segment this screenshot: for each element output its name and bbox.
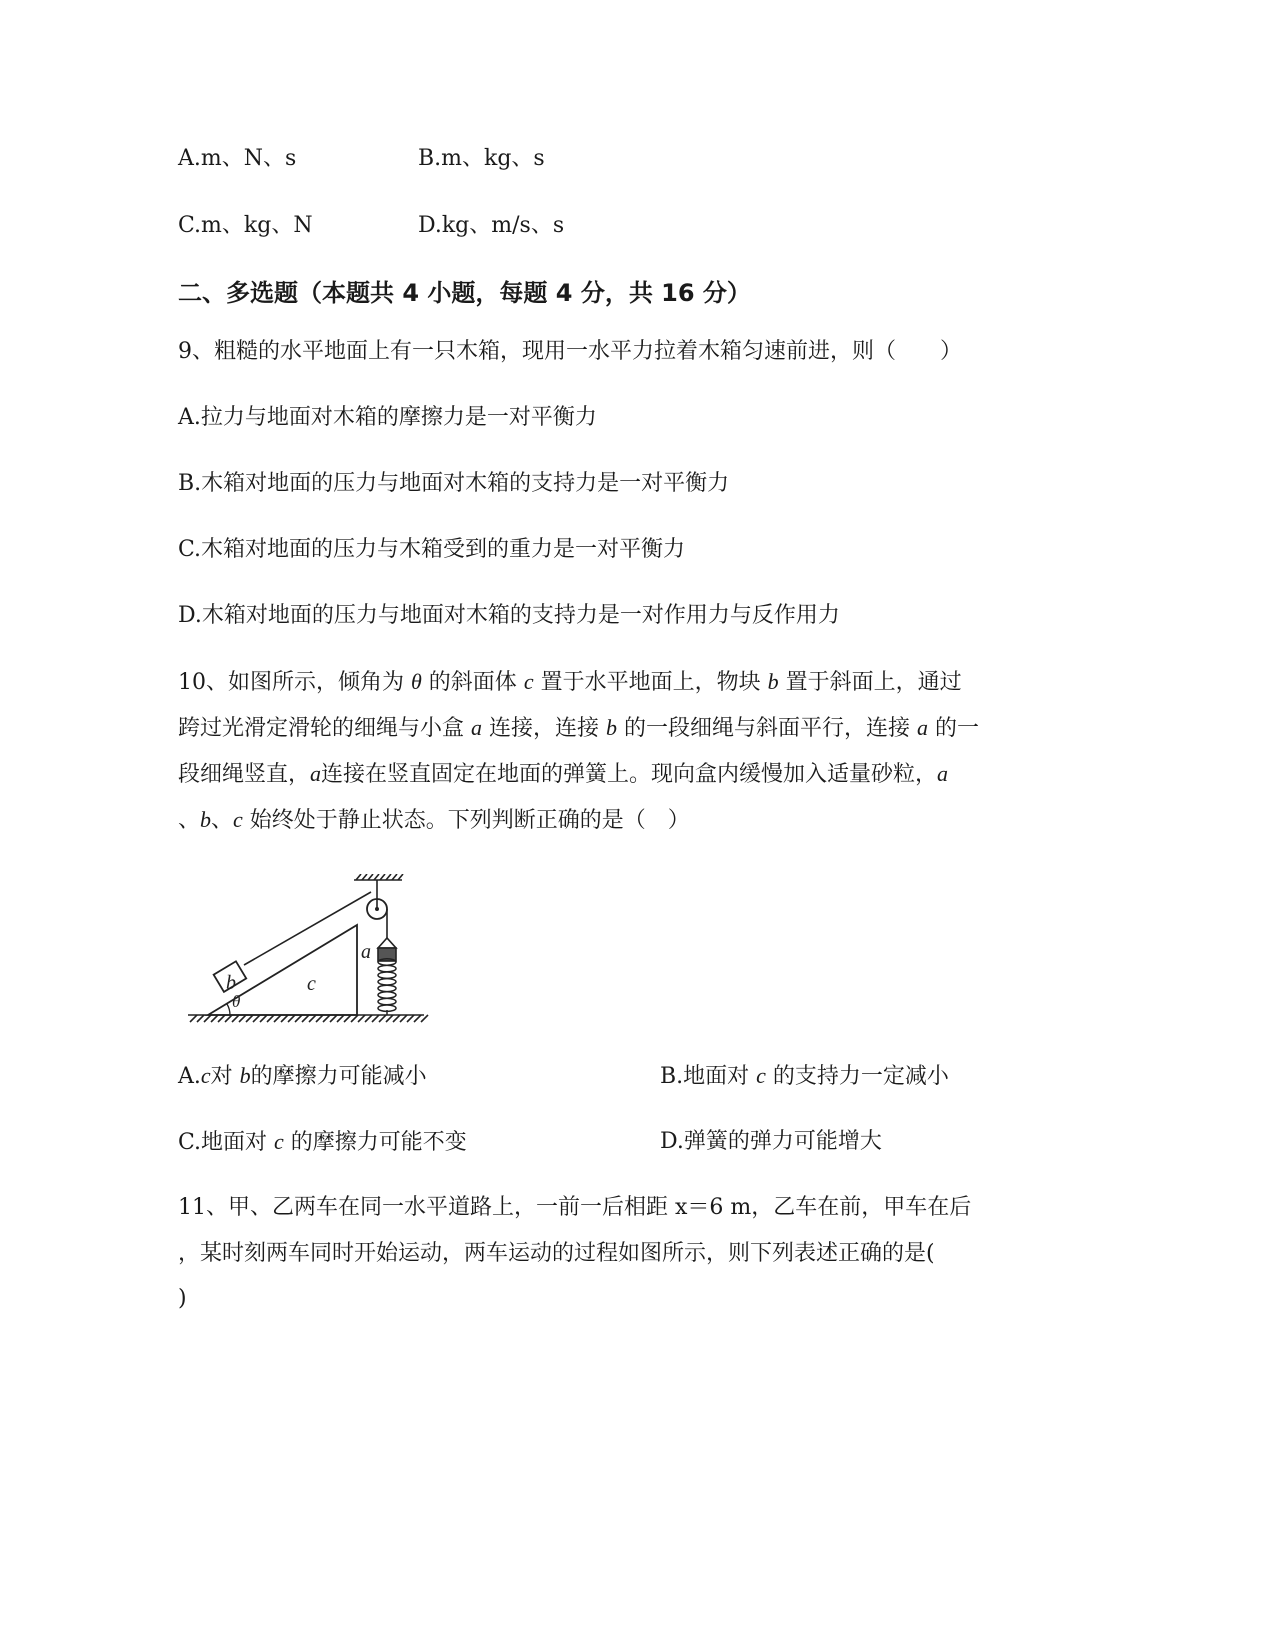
q10-text: 的斜面体 [421, 670, 524, 695]
q10-stem-line-4 [178, 805, 690, 836]
q10-text: 、 [178, 808, 201, 833]
q10-option-text: 的支持力一定减小 [765, 1064, 949, 1089]
q10-stem-line-2 [178, 713, 979, 744]
q10-option-b [660, 1061, 949, 1092]
q10-text: 的一 [928, 716, 979, 741]
q9-option-b: B.木箱对地面的压力与地面对木箱的支持力是一对平衡力 [178, 471, 730, 496]
q10-option-text: B.地面对 [660, 1064, 757, 1089]
label-a: a [361, 941, 371, 963]
ceiling-mount [354, 874, 403, 880]
q10-option-c [178, 1127, 467, 1158]
var-theta: θ [411, 669, 422, 694]
q10-stem-line-3 [178, 759, 948, 790]
ground [188, 1015, 428, 1022]
q8-option-a: A.m、N、s [178, 146, 297, 171]
section-heading: 二、多选题（本题共 4 小题，每题 4 分，共 16 分） [178, 279, 751, 307]
q10-text: 始终处于静止状态。下列判断正确的是（ ） [242, 808, 690, 833]
q9-option-d: D.木箱对地面的压力与地面对木箱的支持力是一对作用力与反作用力 [178, 603, 840, 628]
q10-text: 的一段细绳与斜面平行，连接 [617, 716, 917, 741]
q10-option-text: A. [178, 1064, 201, 1089]
var-a: a [471, 715, 482, 740]
var-c: c [200, 1063, 211, 1088]
q9-option-c: C.木箱对地面的压力与木箱受到的重力是一对平衡力 [178, 537, 686, 562]
var-b: b [239, 1063, 251, 1088]
q10-stem-line-1 [178, 667, 962, 698]
var-c: c [274, 1129, 284, 1154]
label-b: b [226, 972, 236, 994]
q9-option-a: A.拉力与地面对木箱的摩擦力是一对平衡力 [178, 405, 597, 430]
q9-stem: 9、粗糙的水平地面上有一只木箱，现用一水平力拉着木箱匀速前进，则（ ） [178, 339, 962, 364]
angle-arc [227, 1004, 230, 1015]
var-b: b [606, 715, 617, 740]
q10-text: 段细绳竖直， [178, 762, 311, 787]
q10-text: 连接在竖直固定在地面的弹簧上。现向盒内缓慢加入适量砂粒， [321, 762, 938, 787]
var-b: b [767, 669, 779, 694]
var-c: c [523, 669, 534, 694]
q10-text: 、 [211, 808, 234, 833]
q10-text: 置于斜面上，通过 [778, 670, 962, 695]
var-b: b [200, 807, 212, 832]
q10-option-text: 对 [210, 1064, 240, 1089]
spring [378, 959, 396, 1015]
var-a: a [310, 761, 322, 786]
incline-pulley-figure [188, 874, 438, 1030]
q10-text: 置于水平地面上，物块 [533, 670, 768, 695]
var-c: c [756, 1063, 766, 1088]
label-c: c [307, 973, 316, 995]
label-theta: θ [232, 992, 241, 1011]
q11-stem-line-3: ) [178, 1286, 187, 1311]
q10-text: 跨过光滑定滑轮的细绳与小盒 [178, 716, 471, 741]
box-a [378, 938, 396, 948]
var-c: c [233, 807, 243, 832]
q10-text: 连接，连接 [482, 716, 606, 741]
q10-option-d: D.弹簧的弹力可能增大 [660, 1129, 882, 1154]
q8-option-b: B.m、kg、s [418, 146, 545, 171]
q10-option-text: 的摩擦力可能减小 [250, 1064, 427, 1089]
q10-option-text: C.地面对 [178, 1130, 275, 1155]
q8-option-d: D.kg、m/s、s [418, 213, 565, 238]
q10-option-a [178, 1061, 427, 1092]
q11-stem-line-1: 11、甲、乙两车在同一水平道路上，一前一后相距 x＝6 m，乙车在前，甲车在后 [178, 1195, 972, 1220]
var-a: a [937, 761, 949, 786]
var-a: a [917, 715, 928, 740]
q10-text: 10、如图所示，倾角为 [178, 670, 411, 695]
q10-option-text: 的摩擦力可能不变 [283, 1130, 467, 1155]
q8-option-c: C.m、kg、N [178, 213, 313, 238]
q11-stem-line-2: ，某时刻两车同时开始运动，两车运动的过程如图所示，则下列表述正确的是( [178, 1241, 935, 1266]
